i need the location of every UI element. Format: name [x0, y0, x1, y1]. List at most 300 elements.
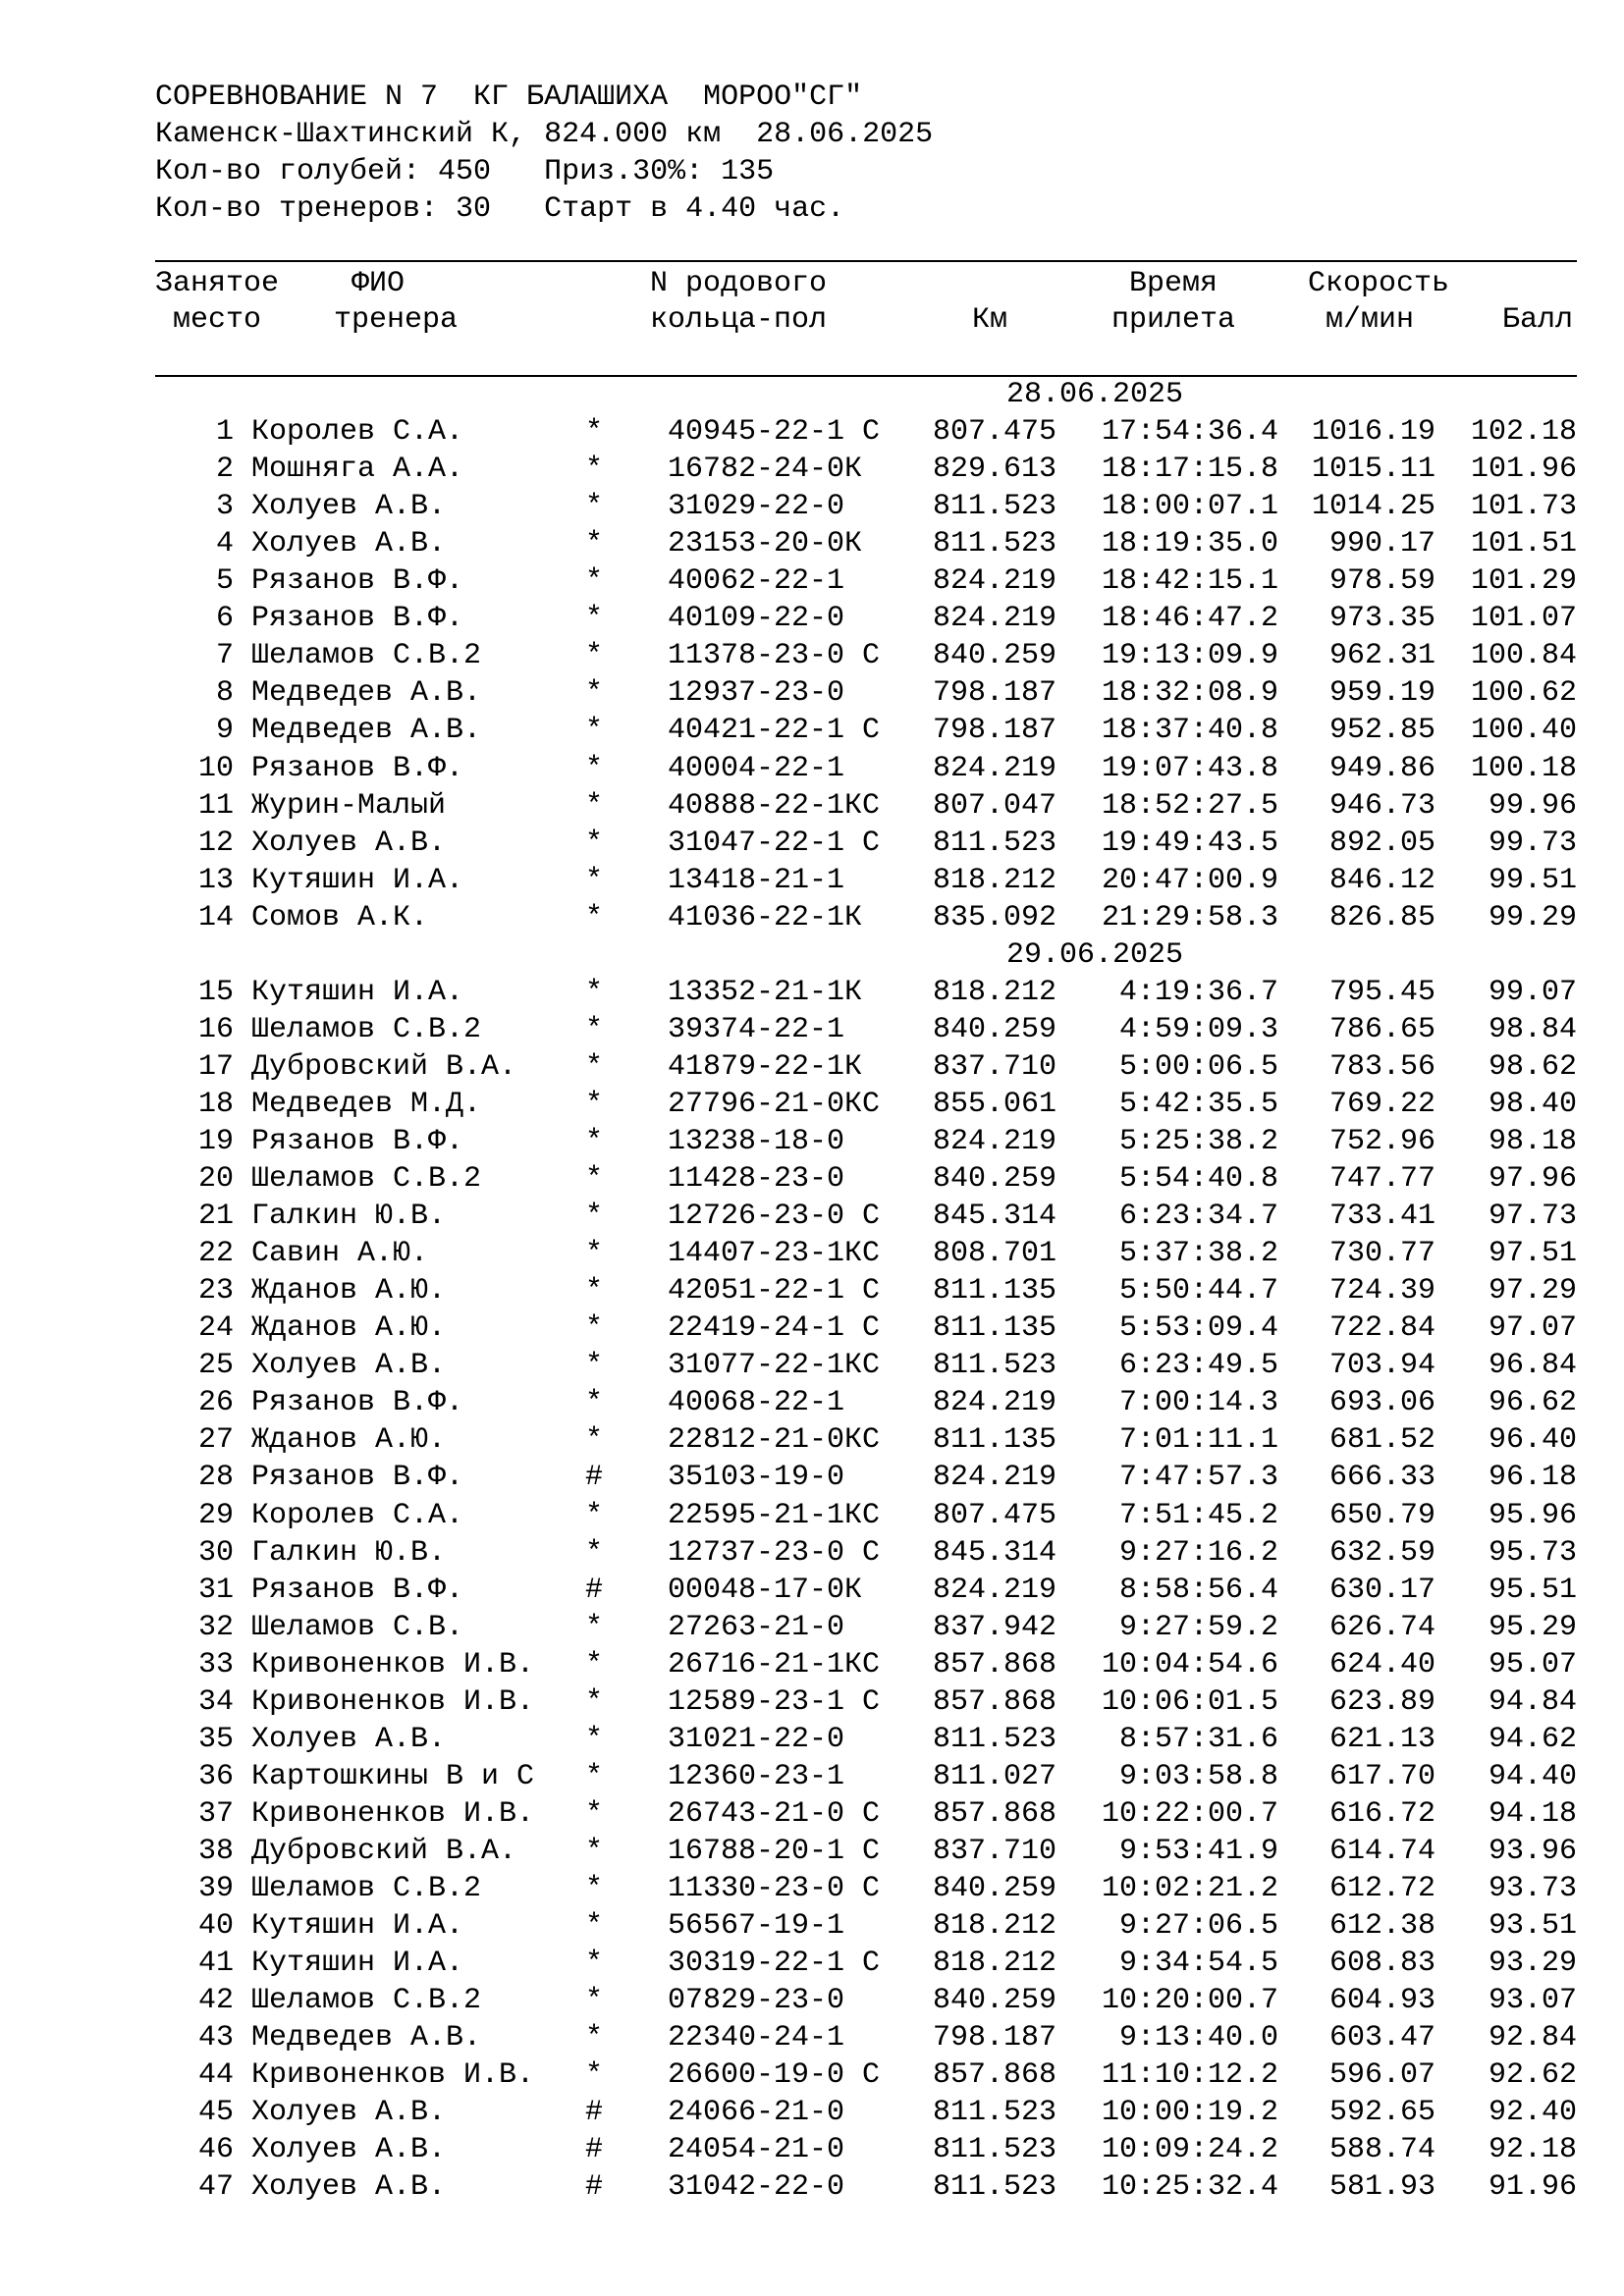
col-place-label-2: место [173, 303, 262, 337]
trainer-name-cell: Кривоненков И.В. [251, 2058, 535, 2093]
speed-cell: 846.12 [1328, 863, 1435, 897]
distance-cell: 811.523 [932, 2170, 1056, 2205]
ring-number-cell: 24066-21-0 [668, 2096, 845, 2130]
speed-cell: 733.41 [1328, 1200, 1435, 1234]
trainer-name-cell: Медведев М.Д. [251, 1087, 482, 1121]
arrival-time-cell: 5:50:44.7 [1118, 1274, 1278, 1308]
speed-cell: 650.79 [1328, 1498, 1435, 1532]
speed-cell: 612.72 [1328, 1872, 1435, 1905]
table-row [0, 1609, 1624, 1646]
mark-cell: * [585, 1162, 604, 1197]
speed-cell: 1015.11 [1311, 453, 1435, 487]
arrival-time-cell: 19:49:43.5 [1101, 826, 1278, 860]
score-cell: 97.96 [1488, 1162, 1577, 1197]
mark-cell: * [585, 2058, 604, 2093]
arrival-time-cell: 8:57:31.6 [1118, 1722, 1278, 1756]
table-row [0, 974, 1624, 1011]
col-name-label-2: тренера [334, 303, 459, 337]
distance-cell: 811.135 [932, 1311, 1056, 1346]
distance-cell: 818.212 [932, 863, 1056, 897]
score-cell: 96.84 [1488, 1349, 1577, 1383]
mark-cell: * [585, 1722, 604, 1756]
arrival-time-cell: 10:22:00.7 [1101, 1796, 1278, 1831]
trainer-name-cell: Савин А.Ю. [251, 1237, 429, 1271]
speed-cell: 681.52 [1328, 1423, 1435, 1458]
arrival-time-cell: 5:00:06.5 [1118, 1049, 1278, 1084]
table-row [0, 2131, 1624, 2168]
score-cell: 95.73 [1488, 1535, 1577, 1570]
mark-cell: * [585, 490, 604, 524]
arrival-time-cell: 5:54:40.8 [1118, 1162, 1278, 1197]
trainer-name-cell: Картошкины В и С [251, 1759, 535, 1793]
mark-cell: * [585, 863, 604, 897]
score-cell: 100.84 [1470, 639, 1577, 673]
ring-number-cell: 31029-22-0 [668, 490, 845, 524]
arrival-time-cell: 17:54:36.4 [1101, 415, 1278, 450]
table-row [0, 1795, 1624, 1833]
score-cell: 99.73 [1488, 826, 1577, 860]
ring-number-cell: 22340-24-1 [668, 2021, 845, 2056]
mark-cell: # [585, 2170, 604, 2205]
place-cell: 28 [197, 1461, 234, 1495]
arrival-time-cell: 18:37:40.8 [1101, 714, 1278, 748]
table-row [0, 1945, 1624, 1982]
trainer-name-cell: Рязанов В.Ф. [251, 751, 464, 785]
place-cell: 19 [197, 1125, 234, 1158]
score-cell: 99.07 [1488, 975, 1577, 1009]
trainer-name-cell: Кривоненков И.В. [251, 1684, 535, 1719]
trainer-name-cell: Королев С.А. [251, 415, 464, 450]
col-ring-label-1: N родового [650, 267, 828, 300]
place-cell: 47 [197, 2170, 234, 2205]
speed-cell: 892.05 [1328, 826, 1435, 860]
table-row [0, 1459, 1624, 1496]
speed-cell: 693.06 [1328, 1386, 1435, 1420]
distance-cell: 807.047 [932, 788, 1056, 823]
trainer-name-cell: Дубровский В.А. [251, 1834, 517, 1868]
mark-cell: * [585, 1947, 604, 1981]
arrival-time-cell: 4:59:09.3 [1118, 1012, 1278, 1046]
ring-number-cell: 39374-22-1 [668, 1012, 845, 1046]
score-cell: 93.73 [1488, 1872, 1577, 1905]
distance-cell: 837.710 [932, 1049, 1056, 1084]
arrival-time-cell: 18:17:15.8 [1101, 453, 1278, 487]
arrival-time-cell: 9:27:16.2 [1118, 1535, 1278, 1570]
speed-cell: 1016.19 [1311, 415, 1435, 450]
place-cell: 24 [197, 1311, 234, 1346]
place-cell: 3 [215, 490, 234, 524]
ring-number-cell: 11330-23-0 С [668, 1872, 881, 1905]
table-row [0, 750, 1624, 787]
trainer-name-cell: Холуев А.В. [251, 490, 447, 524]
speed-cell: 973.35 [1328, 602, 1435, 636]
table-top-rule [155, 260, 1577, 262]
trainer-name-cell: Рязанов В.Ф. [251, 1125, 464, 1158]
speed-cell: 1014.25 [1311, 490, 1435, 524]
distance-cell: 824.219 [932, 1386, 1056, 1420]
distance-cell: 837.942 [932, 1610, 1056, 1644]
trainer-name-cell: Холуев А.В. [251, 1722, 447, 1756]
score-cell: 95.07 [1488, 1647, 1577, 1682]
table-row [0, 2056, 1624, 2094]
place-cell: 27 [197, 1423, 234, 1458]
speed-cell: 592.65 [1328, 2096, 1435, 2130]
speed-cell: 703.94 [1328, 1349, 1435, 1383]
mark-cell: * [585, 1049, 604, 1084]
arrival-time-cell: 5:25:38.2 [1118, 1125, 1278, 1158]
speed-cell: 616.72 [1328, 1796, 1435, 1831]
ring-number-cell: 31047-22-1 С [668, 826, 881, 860]
distance-cell: 855.061 [932, 1087, 1056, 1121]
ring-number-cell: 23153-20-0К [668, 527, 863, 561]
arrival-time-cell: 19:13:09.9 [1101, 639, 1278, 673]
score-cell: 98.40 [1488, 1087, 1577, 1121]
speed-cell: 666.33 [1328, 1461, 1435, 1495]
distance-cell: 837.710 [932, 1834, 1056, 1868]
place-cell: 38 [197, 1834, 234, 1868]
arrival-time-cell: 7:51:45.2 [1118, 1498, 1278, 1532]
place-cell: 31 [197, 1573, 234, 1607]
col-score-label: Балл [1502, 303, 1574, 337]
mark-cell: * [585, 1349, 604, 1383]
ring-number-cell: 30319-22-1 С [668, 1947, 881, 1981]
distance-cell: 811.135 [932, 1274, 1056, 1308]
trainer-name-cell: Кутяшин И.А. [251, 863, 464, 897]
score-cell: 97.51 [1488, 1237, 1577, 1271]
arrival-time-cell: 10:25:32.4 [1101, 2170, 1278, 2205]
trainer-name-cell: Рязанов В.Ф. [251, 1461, 464, 1495]
place-cell: 16 [197, 1012, 234, 1046]
place-cell: 5 [215, 564, 234, 599]
table-row [0, 600, 1624, 637]
table-row [0, 1086, 1624, 1123]
mark-cell: * [585, 1311, 604, 1346]
mark-cell: * [585, 975, 604, 1009]
place-cell: 46 [197, 2133, 234, 2167]
table-row [0, 1272, 1624, 1309]
trainer-name-cell: Рязанов В.Ф. [251, 564, 464, 599]
mark-cell: * [585, 1759, 604, 1793]
ring-number-cell: 26743-21-0 С [668, 1796, 881, 1831]
trainer-name-cell: Холуев А.В. [251, 1349, 447, 1383]
distance-cell: 824.219 [932, 751, 1056, 785]
table-header-rule [155, 375, 1577, 377]
table-row [0, 899, 1624, 936]
mark-cell: * [585, 2021, 604, 2056]
arrival-time-cell: 18:52:27.5 [1101, 788, 1278, 823]
place-cell: 26 [197, 1386, 234, 1420]
col-km-label: Км [972, 303, 1008, 337]
trainer-name-cell: Жданов А.Ю. [251, 1423, 447, 1458]
ring-number-cell: 40004-22-1 [668, 751, 845, 785]
mark-cell: * [585, 453, 604, 487]
distance-cell: 840.259 [932, 1012, 1056, 1046]
table-row [0, 2168, 1624, 2206]
arrival-time-cell: 6:23:49.5 [1118, 1349, 1278, 1383]
table-row [0, 1721, 1624, 1758]
place-cell: 13 [197, 863, 234, 897]
col-place-label-1: Занятое [155, 267, 280, 300]
distance-cell: 840.259 [932, 639, 1056, 673]
place-cell: 40 [197, 1909, 234, 1944]
arrival-time-cell: 8:58:56.4 [1118, 1573, 1278, 1607]
table-row [0, 1907, 1624, 1945]
score-cell: 92.18 [1488, 2133, 1577, 2167]
arrival-time-cell: 18:00:07.1 [1101, 490, 1278, 524]
mark-cell: * [585, 1087, 604, 1121]
release-point-line: Каменск-Шахтинский К, 824.000 км 28.06.2025 [155, 118, 934, 151]
table-row [0, 1198, 1624, 1235]
ring-number-cell: 31021-22-0 [668, 1722, 845, 1756]
trainer-name-cell: Жданов А.Ю. [251, 1311, 447, 1346]
score-cell: 98.62 [1488, 1049, 1577, 1084]
trainer-name-cell: Холуев А.В. [251, 527, 447, 561]
arrival-time-cell: 10:20:00.7 [1101, 1984, 1278, 2018]
trainer-name-cell: Шеламов С.В.2 [251, 1984, 482, 2018]
ring-number-cell: 40945-22-1 С [668, 415, 881, 450]
col-name-label-1: ФИО [352, 267, 406, 300]
place-cell: 35 [197, 1722, 234, 1756]
speed-cell: 626.74 [1328, 1610, 1435, 1644]
place-cell: 42 [197, 1984, 234, 2018]
distance-cell: 807.475 [932, 1498, 1056, 1532]
score-cell: 93.29 [1488, 1947, 1577, 1981]
table-row [0, 862, 1624, 899]
distance-cell: 811.523 [932, 2133, 1056, 2167]
distance-cell: 824.219 [932, 1573, 1056, 1607]
speed-cell: 783.56 [1328, 1049, 1435, 1084]
arrival-time-cell: 11:10:12.2 [1101, 2058, 1278, 2093]
speed-cell: 581.93 [1328, 2170, 1435, 2205]
date-separator: 29.06.2025 [1005, 937, 1184, 972]
speed-cell: 612.38 [1328, 1909, 1435, 1944]
speed-cell: 632.59 [1328, 1535, 1435, 1570]
ring-number-cell: 12737-23-0 С [668, 1535, 881, 1570]
score-cell: 98.84 [1488, 1012, 1577, 1046]
distance-cell: 824.219 [932, 1125, 1056, 1158]
place-cell: 4 [215, 527, 234, 561]
mark-cell: * [585, 1200, 604, 1234]
trainer-name-cell: Кривоненков И.В. [251, 1647, 535, 1682]
table-row [0, 562, 1624, 600]
mark-cell: * [585, 1872, 604, 1905]
score-cell: 100.62 [1470, 676, 1577, 711]
arrival-time-cell: 10:00:19.2 [1101, 2096, 1278, 2130]
place-cell: 10 [197, 751, 234, 785]
trainer-name-cell: Сомов А.К. [251, 900, 429, 934]
ring-number-cell: 40888-22-1КС [668, 788, 881, 823]
ring-number-cell: 22595-21-1КС [668, 1498, 881, 1532]
arrival-time-cell: 18:42:15.1 [1101, 564, 1278, 599]
table-row [0, 1160, 1624, 1198]
place-cell: 45 [197, 2096, 234, 2130]
trainer-name-cell: Мошняга А.А. [251, 453, 464, 487]
trainer-name-cell: Холуев А.В. [251, 2096, 447, 2130]
score-cell: 101.96 [1470, 453, 1577, 487]
place-cell: 2 [215, 453, 234, 487]
mark-cell: * [585, 788, 604, 823]
place-cell: 41 [197, 1947, 234, 1981]
ring-number-cell: 31077-22-1КС [668, 1349, 881, 1383]
distance-cell: 845.314 [932, 1535, 1056, 1570]
speed-cell: 722.84 [1328, 1311, 1435, 1346]
table-row [0, 2019, 1624, 2056]
distance-cell: 811.523 [932, 527, 1056, 561]
speed-cell: 962.31 [1328, 639, 1435, 673]
score-cell: 96.18 [1488, 1461, 1577, 1495]
mark-cell: * [585, 527, 604, 561]
score-cell: 99.29 [1488, 900, 1577, 934]
trainer-name-cell: Кутяшин И.А. [251, 975, 464, 1009]
arrival-time-cell: 21:29:58.3 [1101, 900, 1278, 934]
arrival-time-cell: 9:03:58.8 [1118, 1759, 1278, 1793]
mark-cell: * [585, 1535, 604, 1570]
col-time-label-1: Время [1129, 267, 1218, 300]
speed-cell: 596.07 [1328, 2058, 1435, 2093]
place-cell: 20 [197, 1162, 234, 1197]
score-cell: 94.18 [1488, 1796, 1577, 1831]
arrival-time-cell: 10:06:01.5 [1101, 1684, 1278, 1719]
table-row [0, 451, 1624, 488]
trainer-name-cell: Холуев А.В. [251, 2133, 447, 2167]
distance-cell: 811.523 [932, 2096, 1056, 2130]
speed-cell: 588.74 [1328, 2133, 1435, 2167]
distance-cell: 811.027 [932, 1759, 1056, 1793]
distance-cell: 824.219 [932, 564, 1056, 599]
score-cell: 94.40 [1488, 1759, 1577, 1793]
arrival-time-cell: 5:53:09.4 [1118, 1311, 1278, 1346]
trainer-name-cell: Шеламов С.В.2 [251, 1162, 482, 1197]
col-time-label-2: прилета [1111, 303, 1236, 337]
table-row [0, 1123, 1624, 1160]
mark-cell: * [585, 602, 604, 636]
table-row [0, 413, 1624, 451]
trainer-name-cell: Кутяшин И.А. [251, 1909, 464, 1944]
arrival-time-cell: 18:46:47.2 [1101, 602, 1278, 636]
distance-cell: 798.187 [932, 676, 1056, 711]
ring-number-cell: 41879-22-1К [668, 1049, 863, 1084]
place-cell: 33 [197, 1647, 234, 1682]
mark-cell: # [585, 2133, 604, 2167]
place-cell: 37 [197, 1796, 234, 1831]
ring-number-cell: 42051-22-1 С [668, 1274, 881, 1308]
distance-cell: 824.219 [932, 602, 1056, 636]
place-cell: 22 [197, 1237, 234, 1271]
distance-cell: 840.259 [932, 1162, 1056, 1197]
mark-cell: * [585, 1984, 604, 2018]
distance-cell: 811.135 [932, 1423, 1056, 1458]
score-cell: 92.62 [1488, 2058, 1577, 2093]
ring-number-cell: 24054-21-0 [668, 2133, 845, 2167]
table-row [0, 1646, 1624, 1683]
speed-cell: 604.93 [1328, 1984, 1435, 2018]
place-cell: 34 [197, 1684, 234, 1719]
speed-cell: 617.70 [1328, 1759, 1435, 1793]
table-row [0, 1011, 1624, 1048]
ring-number-cell: 12360-23-1 [668, 1759, 845, 1793]
ring-number-cell: 12937-23-0 [668, 676, 845, 711]
table-row [0, 1235, 1624, 1272]
ring-number-cell: 40068-22-1 [668, 1386, 845, 1420]
speed-cell: 795.45 [1328, 975, 1435, 1009]
speed-cell: 959.19 [1328, 676, 1435, 711]
place-cell: 6 [215, 602, 234, 636]
speed-cell: 623.89 [1328, 1684, 1435, 1719]
trainer-name-cell: Шеламов С.В.2 [251, 1872, 482, 1905]
trainer-name-cell: Кривоненков И.В. [251, 1796, 535, 1831]
arrival-time-cell: 10:09:24.2 [1101, 2133, 1278, 2167]
table-row [0, 1870, 1624, 1907]
trainer-name-cell: Журин-Малый [251, 788, 447, 823]
place-cell: 9 [215, 714, 234, 748]
distance-cell: 824.219 [932, 1461, 1056, 1495]
arrival-time-cell: 9:27:06.5 [1118, 1909, 1278, 1944]
place-cell: 18 [197, 1087, 234, 1121]
arrival-time-cell: 7:00:14.3 [1118, 1386, 1278, 1420]
table-row [0, 1982, 1624, 2019]
place-cell: 25 [197, 1349, 234, 1383]
place-cell: 44 [197, 2058, 234, 2093]
mark-cell: # [585, 1461, 604, 1495]
score-cell: 102.18 [1470, 415, 1577, 450]
arrival-time-cell: 4:19:36.7 [1118, 975, 1278, 1009]
score-cell: 94.62 [1488, 1722, 1577, 1756]
ring-number-cell: 40421-22-1 С [668, 714, 881, 748]
ring-number-cell: 16782-24-0К [668, 453, 863, 487]
distance-cell: 818.212 [932, 1909, 1056, 1944]
arrival-time-cell: 20:47:00.9 [1101, 863, 1278, 897]
trainer-name-cell: Рязанов В.Ф. [251, 1386, 464, 1420]
place-cell: 29 [197, 1498, 234, 1532]
speed-cell: 752.96 [1328, 1125, 1435, 1158]
ring-number-cell: 07829-23-0 [668, 1984, 845, 2018]
ring-number-cell: 41036-22-1К [668, 900, 863, 934]
score-cell: 95.51 [1488, 1573, 1577, 1607]
distance-cell: 857.868 [932, 1647, 1056, 1682]
trainer-name-cell: Шеламов С.В.2 [251, 1012, 482, 1046]
score-cell: 96.62 [1488, 1386, 1577, 1420]
score-cell: 95.96 [1488, 1498, 1577, 1532]
arrival-time-cell: 18:19:35.0 [1101, 527, 1278, 561]
trainer-name-cell: Галкин Ю.В. [251, 1535, 447, 1570]
arrival-time-cell: 9:27:59.2 [1118, 1610, 1278, 1644]
table-row [0, 637, 1624, 674]
speed-cell: 747.77 [1328, 1162, 1435, 1197]
table-row [0, 525, 1624, 562]
score-cell: 97.29 [1488, 1274, 1577, 1308]
mark-cell: * [585, 1386, 604, 1420]
ring-number-cell: 35103-19-0 [668, 1461, 845, 1495]
table-row [0, 1683, 1624, 1721]
trainer-name-cell: Холуев А.В. [251, 826, 447, 860]
ring-number-cell: 12589-23-1 С [668, 1684, 881, 1719]
ring-number-cell: 22812-21-0КС [668, 1423, 881, 1458]
mark-cell: * [585, 1237, 604, 1271]
arrival-time-cell: 10:04:54.6 [1101, 1647, 1278, 1682]
trainer-name-cell: Галкин Ю.В. [251, 1200, 447, 1234]
score-cell: 101.07 [1470, 602, 1577, 636]
ring-number-cell: 40109-22-0 [668, 602, 845, 636]
distance-cell: 818.212 [932, 975, 1056, 1009]
distance-cell: 818.212 [932, 1947, 1056, 1981]
mark-cell: * [585, 415, 604, 450]
score-cell: 101.73 [1470, 490, 1577, 524]
trainer-name-cell: Королев С.А. [251, 1498, 464, 1532]
mark-cell: * [585, 1647, 604, 1682]
mark-cell: * [585, 1610, 604, 1644]
place-cell: 14 [197, 900, 234, 934]
speed-cell: 949.86 [1328, 751, 1435, 785]
